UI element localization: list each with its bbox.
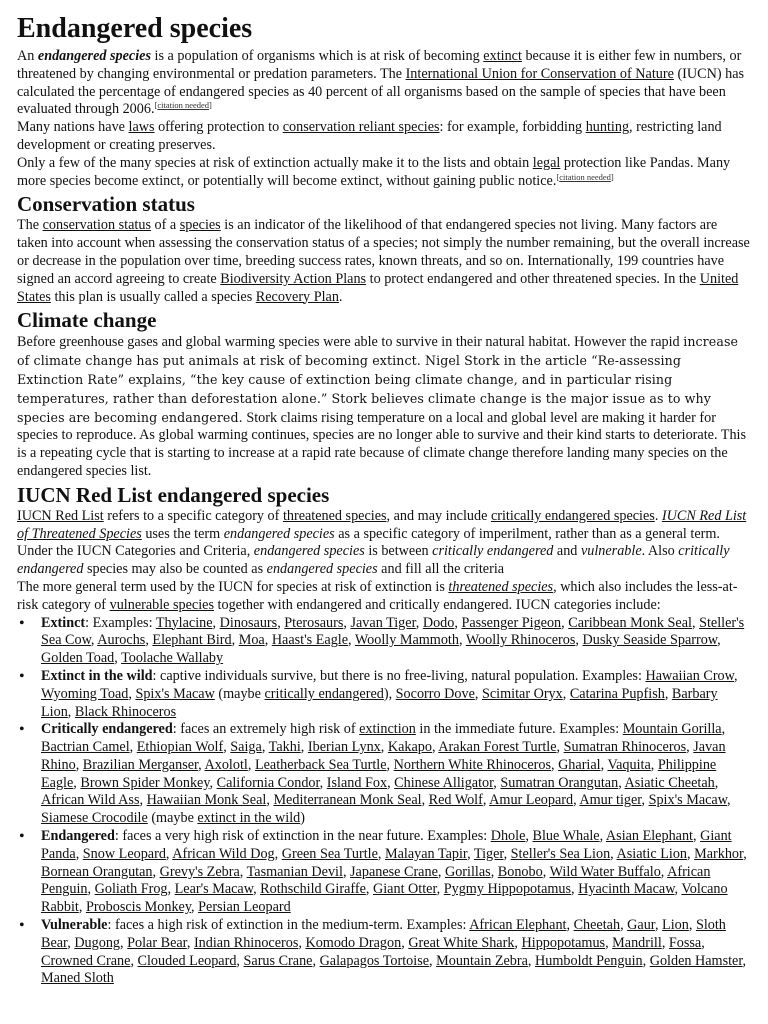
species-link[interactable]: Rothschild Giraffe — [260, 881, 366, 898]
species-link[interactable]: Hyacinth Macaw — [578, 881, 675, 898]
text: (IUCN) has calculated the percentage of endangered species as 40 percent of all organisms based on the sample of species that have been evaluated through 2006. — [17, 65, 745, 118]
species-link[interactable]: Haast's Eagle — [271, 632, 349, 649]
text: : for example, forbidding — [439, 119, 586, 136]
text: this plan is usually called a species — [50, 288, 256, 305]
text: together with endangered and critically endangered. IUCN categories include: — [213, 596, 661, 613]
examples-list: Thylacine, Dinosaurs, Pterosaurs, Javan Tiger, Dodo, Passenger Pigeon, Caribbean Monk Seal, Steller's Sea Cow, Aurochs, Elephant Bird, Moa, Haast's Eagle, Woolly Mammoth, Woolly Rhinoceros, Dusky Seaside Sparrow, Golden Toad, Toolache Wallaby — [41, 614, 745, 667]
text: : Examples: — [85, 614, 156, 631]
link-critically-endangered-species[interactable]: critically endangered species — [490, 507, 655, 524]
species-link[interactable]: Spix's Macaw — [135, 685, 215, 702]
text: to protect endangered and other threatened species. In the — [366, 270, 700, 287]
species-link[interactable]: Galapagos Tortoise — [319, 952, 430, 969]
text: . Also — [641, 543, 679, 560]
species-link[interactable]: Dusky Seaside Sparrow — [582, 632, 718, 649]
species-link[interactable]: Steller's Sea Cow — [41, 614, 745, 649]
species-link[interactable]: Persian Leopard — [198, 899, 291, 916]
category-label: Critically endangered — [41, 721, 173, 738]
species-link[interactable]: Chinese Alligator — [394, 774, 494, 791]
text: is a population of organisms which is at risk of becoming — [150, 48, 484, 64]
species-link[interactable]: Takhi — [268, 739, 301, 756]
species-link[interactable]: Lear's Macaw — [174, 881, 254, 898]
species-link[interactable]: Catarina Pupfish — [569, 685, 665, 702]
text: and — [553, 543, 581, 560]
category-critically-endangered — [41, 721, 751, 828]
species-link[interactable]: Javan Rhino — [41, 739, 726, 773]
species-link[interactable]: Sumatran Orangutan — [500, 774, 619, 791]
text: in the immediate future. Examples: — [415, 721, 623, 738]
species-link[interactable]: African Elephant — [469, 917, 567, 934]
link-extinction[interactable]: extinction — [359, 721, 416, 738]
species-link[interactable]: Volcano Rabbit — [41, 881, 728, 916]
text: , and may include — [386, 507, 491, 524]
species-link[interactable]: Indian Rhinoceros — [193, 934, 299, 951]
species-link[interactable]: Ethiopian Wolf — [136, 739, 224, 756]
text: : captive individuals survive, but there is no free-living, natural population. Examples: — [152, 667, 646, 684]
text: Only a few of the many species at risk of extinction actually make it to the lists and obtain — [17, 154, 533, 171]
link-critically-endangered[interactable]: critically endangered — [264, 685, 384, 702]
species-link[interactable]: Moa — [238, 632, 265, 649]
species-link[interactable]: Cheetah — [573, 917, 621, 934]
species-link[interactable]: African Wild Ass — [41, 792, 140, 809]
species-link[interactable]: Mountain Zebra — [436, 952, 528, 969]
species-link[interactable]: Elephant Bird — [152, 632, 232, 649]
link-citation-needed[interactable]: citation needed — [157, 100, 210, 111]
emphasis: vulnerable — [580, 543, 642, 560]
species-link[interactable]: Barbary Lion — [41, 685, 718, 720]
citation-needed: [citation needed] — [556, 171, 614, 182]
species-link[interactable]: Saiga — [230, 739, 262, 756]
species-link[interactable]: Crowned Crane — [41, 952, 131, 969]
text: is an indicator of the likelihood of that endangered species not living. Many factors are taken into account when assessing the conservation status of a species; not simply the number remaining, but the overall increase or decrease in the population over time, breeding success rates, known threats, and so on. Internationally, 199 countries have signed an accord agreeing to create — [17, 217, 750, 287]
species-link[interactable]: Sarus Crane — [243, 952, 313, 969]
species-link[interactable]: Passenger Pigeon — [461, 614, 562, 631]
page-title: Endangered species — [17, 13, 253, 44]
text: because it is either few in numbers, or threatened by changing environmental or predation parameters. The — [17, 48, 742, 82]
heading-iucn-red-list: IUCN Red List endangered species — [17, 482, 330, 507]
species-link[interactable]: Asiatic Lion — [616, 845, 688, 862]
category-label: Vulnerable — [41, 917, 108, 934]
text: ) — [383, 685, 389, 702]
species-link[interactable]: Woolly Mammoth — [354, 632, 459, 649]
text: : faces a very high risk of extinction in the near future. Examples: — [114, 828, 491, 845]
species-link[interactable]: Proboscis Monkey — [85, 899, 192, 916]
link-conservation-reliant-species[interactable]: conservation reliant species — [282, 119, 440, 136]
text: ) — [300, 810, 305, 827]
species-link[interactable]: Green Sea Turtle — [281, 845, 378, 862]
category-extinct — [41, 615, 751, 668]
conservation-paragraph — [17, 217, 751, 306]
species-link[interactable]: Mandrill — [612, 934, 662, 951]
species-link[interactable]: Leatherback Sea Turtle — [254, 756, 387, 773]
text: An — [17, 48, 38, 64]
link-vulnerable-species[interactable]: vulnerable species — [109, 596, 214, 613]
stork-quote-text: increase of climate change has put animals at risk of becoming extinct. Nigel Stork in the article “Re-assessing Extinction Rate” explains, “the key cause of extinction being climate change, and in particular rising temperatures, rather than deforestation alone.” Stork believes climate change is the major issue as to why species are becoming endangered. — [17, 334, 739, 425]
species-link[interactable]: Hawaiian Crow — [645, 667, 734, 684]
emphasis: endangered species — [223, 525, 335, 542]
species-link[interactable]: African Wild Dog — [172, 845, 275, 862]
species-link[interactable]: Pterosaurs — [284, 614, 344, 631]
link-hunting[interactable]: hunting — [585, 119, 630, 136]
link-threatened-species-italic[interactable]: threatened species — [448, 578, 554, 595]
species-link[interactable]: Iberian Lynx — [307, 739, 381, 756]
species-link[interactable]: Maned Sloth — [41, 970, 114, 987]
species-link[interactable]: Mediterranean Monk Seal — [273, 792, 422, 809]
link-united-states[interactable]: United States — [17, 270, 739, 305]
emphasis: critically endangered — [17, 543, 730, 578]
species-link[interactable]: Hippopotamus — [521, 934, 606, 951]
intro-paragraph-3 — [17, 155, 751, 191]
species-link[interactable]: Lion — [662, 917, 689, 934]
heading-conservation-status: Conservation status — [17, 192, 195, 217]
emphasis: endangered species — [253, 543, 365, 560]
link-laws[interactable]: laws — [128, 119, 155, 136]
species-link[interactable]: Snow Leopard — [82, 845, 166, 862]
text: : faces a high risk of extinction in the medium-term. Examples: — [107, 917, 470, 934]
species-link[interactable]: Black Rhinoceros — [74, 703, 177, 720]
species-link[interactable]: Arakan Forest Turtle — [438, 739, 557, 756]
link-threatened-species[interactable]: threatened species — [282, 507, 387, 524]
species-link[interactable]: Hawaiian Monk Seal — [146, 792, 267, 809]
species-link[interactable]: Tasmanian Devil — [246, 863, 343, 880]
species-link[interactable]: Asiatic Cheetah — [624, 774, 715, 791]
species-link[interactable]: Spix's Macaw — [648, 792, 728, 809]
species-link[interactable]: African Penguin — [41, 863, 711, 898]
text: species may also be counted as — [83, 561, 267, 578]
link-iucn[interactable]: International Union for Conservation of Nature — [405, 65, 674, 82]
species-link[interactable]: Pygmy Hippopotamus — [443, 881, 572, 898]
species-link[interactable]: Red Wolf — [428, 792, 483, 809]
link-conservation-status[interactable]: conservation status — [42, 217, 151, 234]
link-biodiversity-action-plans[interactable]: Biodiversity Action Plans — [220, 270, 367, 287]
text: : faces an extremely high risk of — [172, 721, 360, 738]
link-iucn-red-list[interactable]: IUCN Red List — [17, 507, 104, 524]
text: as a specific category of imperilment, rather than as a general term. Under the IUCN Categories and Criteria, — [17, 525, 720, 560]
species-link[interactable]: Gaur — [627, 917, 655, 934]
text: Before greenhouse gases and global warming species were able to survive in their natural habitat. However the rapid — [17, 334, 684, 351]
link-species[interactable]: species — [179, 217, 221, 234]
species-link[interactable]: Asian Elephant — [605, 828, 693, 845]
category-label: Endangered — [41, 828, 115, 845]
species-link[interactable]: Toolache Wallaby — [121, 650, 224, 667]
text: Stork claims rising temperature on a local and global level are making it harder for species to reproduce. As global warming continues, species are no longer able to survive and their kind starts to deteriorate. This is a repeating cycle that is starting to increase at a rapid rate because of climate change therefore landing many species on the endangered species list. — [17, 409, 747, 479]
text: The — [17, 217, 43, 234]
species-link[interactable]: Brazilian Merganser — [82, 756, 199, 773]
species-link[interactable]: Axolotl — [204, 756, 248, 773]
species-link[interactable]: Markhor — [694, 845, 744, 862]
category-label: Extinct — [41, 614, 86, 631]
species-link[interactable]: Blue Whale — [532, 828, 600, 845]
species-link[interactable]: Steller's Sea Lion — [510, 845, 611, 862]
species-link[interactable]: Bonobo — [497, 863, 543, 880]
iucn-categories-list — [17, 615, 751, 989]
species-link[interactable]: Northern White Rhinoceros — [393, 756, 551, 773]
species-link[interactable]: Dhole — [490, 828, 526, 845]
species-link[interactable]: Goliath Frog — [94, 881, 168, 898]
species-link[interactable]: Aurochs — [97, 632, 146, 649]
text: . — [338, 288, 343, 305]
species-link[interactable]: Woolly Rhinoceros — [465, 632, 576, 649]
heading-climate-change: Climate change — [17, 308, 157, 333]
species-link[interactable]: Sumatran Rhinoceros — [563, 739, 687, 756]
species-link[interactable]: Philippine Eagle — [41, 756, 717, 791]
species-link[interactable]: Giant Panda — [41, 828, 732, 862]
category-vulnerable — [41, 917, 751, 988]
species-link[interactable]: Golden Hamster — [649, 952, 743, 969]
citation-needed: [citation needed] — [154, 100, 212, 111]
species-link[interactable]: Humboldt Penguin — [535, 952, 643, 969]
category-extinct-in-the-wild: • Extinct in the wild: captive individuals survive, but there is no free-living, natural population. Examples: Hawaiian Crow, Wyoming Toad, Spix's Macaw (maybe critically endangered), Socorro Dove, Scimitar Oryx, Catarina Pupfish, Barbary Lion, Black Rhinoceros — [41, 668, 751, 721]
species-link[interactable]: Brown Spider Monkey — [80, 774, 210, 791]
species-link[interactable]: Siamese Crocodile — [41, 810, 148, 827]
species-link[interactable]: Polar Bear — [127, 934, 187, 951]
intro-paragraph-2 — [17, 119, 751, 155]
species-link[interactable]: Mountain Gorilla — [622, 721, 722, 738]
species-link[interactable]: Great White Shark — [408, 934, 515, 951]
species-link[interactable]: Malayan Tapir — [384, 845, 468, 862]
term-endangered-species: endangered species — [37, 48, 151, 64]
species-link[interactable]: Scimitar Oryx — [481, 685, 563, 702]
species-link[interactable]: Amur tiger — [579, 792, 642, 809]
examples-list: Dhole, Blue Whale, Asian Elephant, Giant Panda, Snow Leopard, African Wild Dog, Green Sea Turtle, Malayan Tapir, Tiger, Steller's Sea Lion, Asiatic Lion, Markhor, Bornean Orangutan, Grevy's Zebra, Tasmanian Devil, Japanese Crane, Gorillas, Bonobo, Wild Water Buffalo, African Penguin, Goliath Frog, Lear's Macaw, Rothschild Giraffe, Giant Otter, Pygmy Hippopotamus, Hyacinth Macaw, Volcano Rabbit, Proboscis Monkey, Persian Leopard — [41, 828, 747, 916]
species-link[interactable]: Dugong — [74, 934, 121, 951]
species-link[interactable]: Vaquita — [607, 756, 651, 773]
species-link[interactable]: Bornean Orangutan — [41, 863, 153, 880]
link-extinct[interactable]: extinct — [483, 48, 522, 64]
text: refers to a specific category of — [103, 507, 283, 524]
text: , restricting land development or creating preserves. — [17, 119, 722, 153]
species-link[interactable]: Island Fox — [326, 774, 388, 791]
species-link[interactable]: Dinosaurs — [219, 614, 278, 631]
species-link[interactable]: Wild Water Buffalo — [549, 863, 661, 880]
species-link[interactable]: California Condor — [216, 774, 320, 791]
species-link[interactable]: Sloth Bear — [41, 917, 726, 951]
species-link[interactable]: Amur Leopard — [489, 792, 574, 809]
link-recovery-plan[interactable]: Recovery Plan — [255, 288, 339, 305]
species-link[interactable]: Javan Tiger — [350, 614, 416, 631]
species-link[interactable]: Dodo — [422, 614, 455, 631]
text: protection like Pandas. Many more species become extinct, or potentially will become extinct, without gaining public notice. — [17, 154, 731, 189]
species-link[interactable]: Komodo Dragon — [305, 934, 402, 951]
species-link[interactable]: Japanese Crane — [350, 863, 438, 880]
species-link[interactable]: Golden Toad — [41, 650, 115, 667]
species-link[interactable]: Socorro Dove — [395, 685, 475, 702]
text: is between — [364, 543, 433, 560]
redlist-paragraph-2 — [17, 579, 751, 615]
emphasis: critically endangered — [432, 543, 554, 560]
link-legal[interactable]: legal — [532, 154, 561, 171]
species-link[interactable]: Thylacine — [155, 614, 213, 631]
species-link[interactable]: Tiger — [473, 845, 504, 862]
text: (maybe — [147, 810, 198, 827]
examples-list: Mountain Gorilla, Bactrian Camel, Ethiopian Wolf, Saiga, Takhi, Iberian Lynx, Kakapo, Arakan Forest Turtle, Sumatran Rhinoceros, Javan Rhino, Brazilian Merganser, Axolotl, Leatherback Sea Turtle, Northern White Rhinoceros, Gharial, Vaquita, Philippine Eagle, Brown Spider Monkey, California Condor, Island Fox, Chinese Alligator, Sumatran Orangutan, Asiatic Cheetah, African Wild Ass, Hawaiian Monk Seal, Mediterranean Monk Seal, Red Wolf, Amur Leopard, Amur tiger, Spix's Macaw, Siamese Crocodile — [41, 721, 731, 827]
redlist-paragraph-1 — [17, 508, 751, 579]
text: uses the term — [141, 525, 224, 542]
text: of a — [150, 217, 180, 234]
category-label: Extinct in the wild — [41, 667, 153, 684]
species-link[interactable]: Gorillas — [444, 863, 491, 880]
text: Many nations have — [17, 119, 129, 136]
text: , which also includes the less-at-risk category of — [17, 578, 738, 613]
emphasis: endangered species — [266, 561, 378, 578]
text: offering protection to — [154, 119, 283, 136]
link-red-list-of-threatened-species[interactable]: IUCN Red List of Threatened Species — [17, 507, 747, 542]
species-link[interactable]: Bactrian Camel — [41, 739, 130, 756]
species-link[interactable]: Wyoming Toad — [41, 685, 129, 702]
link-citation-needed[interactable]: citation needed — [559, 171, 611, 182]
species-link[interactable]: Grevy's Zebra — [159, 863, 240, 880]
species-link[interactable]: Giant Otter — [372, 881, 437, 898]
text: The more general term used by the IUCN for species at risk of extinction is — [17, 578, 449, 595]
text: and fill all the criteria — [377, 561, 505, 578]
species-link[interactable]: Fossa — [668, 934, 702, 951]
climate-paragraph — [17, 333, 751, 480]
examples-list: African Elephant, Cheetah, Gaur, Lion, Sloth Bear, Dugong, Polar Bear, Indian Rhinoceros, Komodo Dragon, Great White Shark, Hippopotamus, Mandrill, Fossa, Crowned Crane, Clouded Leopard, Sarus Crane, Galapagos Tortoise, Mountain Zebra, Humboldt Penguin, Golden Hamster, Maned Sloth — [41, 917, 747, 987]
text: (maybe — [214, 685, 265, 702]
text: . — [654, 507, 662, 524]
species-link[interactable]: Caribbean Monk Seal — [568, 614, 692, 631]
category-endangered — [41, 828, 751, 917]
species-link[interactable]: Gharial — [558, 756, 601, 773]
species-link[interactable]: Clouded Leopard — [137, 952, 237, 969]
species-link[interactable]: Kakapo — [387, 739, 432, 756]
link-extinct-in-the-wild[interactable]: extinct in the wild — [197, 810, 301, 827]
intro-paragraph-1 — [17, 48, 751, 119]
